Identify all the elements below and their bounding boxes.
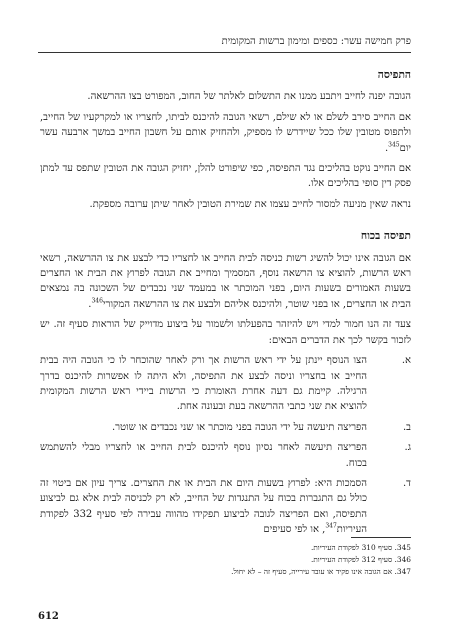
footnote-ref-346[interactable]: 346 [91, 297, 103, 305]
running-header: פרק חמישה עשר: כספים ומימון ברשות המקומית [221, 36, 411, 47]
footnote-345: 345. סעיף 310 לפקודת העיריות. [310, 543, 411, 552]
list-item-text: הפריצה תיעשה לאחר נסיון נוסף להיכנס לבית החייב או לחצריו מבלי להשתמש בכוח. [40, 442, 367, 469]
footnote-rule [351, 537, 411, 538]
page-content [40, 64, 411, 543]
footnote-346: 346. סעיף 312 לפקודת העיריות. [310, 555, 411, 564]
list-item-letter: ב. [403, 421, 411, 433]
list-item [40, 476, 411, 538]
list-item-text-start: הסמכות היא: לפרוץ בשעות היום את הבית או את החצרים. צריך עיון אם ביטוי זה כולל גם התגברות בכוח על התנגדות של החייב, לא רק לכניסה לבית אלא גם לביצוע התפיסה, ואם הפריצה לגובה לביצוע תפקידו מהווה עבירה לפי סעיף 332 לפקודת העיריות [40, 477, 367, 536]
lettered-list [40, 353, 411, 537]
header-rule [38, 52, 411, 53]
list-item-text: הפריצה תיעשה על ידי הגובה בפני מוכתר או שני נכבדים או שוטר. [111, 421, 367, 433]
section-title-seizure: התפיסה [377, 69, 411, 81]
list-item-text [40, 478, 367, 535]
list-item [40, 420, 411, 435]
list-item-letter: א. [401, 355, 411, 367]
list-item-text: הצו הנוסף יינתן על ידי ראש הרשות אך ורק לאחר שהוכחר לו כי הגובה היה בבית החייב או בחצריו וניסה לבצע את התפיסה, ולא היתה לו אפשרות להיכנס בדרך הרגילה. קיימת גם דעה אחרת האומרת כי הרשות ביידי ראש הרשות המקומית להוציא את שני כתבי ההרשאה בעת ובעונה אחת. [40, 355, 367, 413]
footnotes [40, 542, 411, 578]
seizure-paragraph-1: הגובה יפנה לחייב ויתבע ממנו את התשלום לאלתר של החוב, המפורט בצו ההרשאה. [87, 91, 411, 103]
seizure-paragraph-2: אם החייב סירב לשלם או לא שילם, רשאי הגובה להיכנס לביתו, לחצריו או למקרקעיו של החייב, ולתפוס מטובין שלו ככל שיידרש לו מספיק, ולהחזיק אותם על חשבון החייב במשך ארבעה עשר יום$^{345}$. [40, 111, 411, 154]
forced-seizure-paragraph-1-text: אם הגובה אינו יכול להשיג רשות כניסה לבית החייב או לחצריו כדי לבצע את צו ההרשאה, רשאי ראש הרשות, להוציא צו הרשאה נוסף, המסמיך ומחייב את הגובה לפרוץ את הבית או החצרים בשעות האמורים בשעות היום, בפני המוכתר או במעמד שני נכבדים של השכונה בה נמצאים הבית או החצרים, או בפני שוטר, ולהיכנס אליהם ולבצע את צו ההרשאה המקורי [40, 252, 411, 310]
footnote-ref-347[interactable]: 347 [325, 522, 337, 530]
seizure-paragraph-4: נראה שאין מניעה למסור לחייב עצמו את שמירת הטובין לאחר שיתן ערובה מספקת. [89, 198, 411, 210]
list-item-text-end: , או לפי סעיפים [263, 524, 326, 536]
forced-seizure-paragraph-1: אם הגובה אינו יכול להשיג רשות כניסה לבית החייב או לחצריו כדי לבצע את צו ההרשאה, רשאי ראש הרשות, להוציא צו הרשאה נוסף, המסמיך ומחייב את הגובה לפרוץ את הבית או החצרים בשעות האמורים בשעות היום, בפני המוכתר או במעמד שני נכבדים של השכונה בה נמצאים הבית או החצרים, או בפני שוטר, ולהיכנס אליהם ולבצע את צו ההרשאה המקורי$^{346}$. [40, 252, 411, 310]
seizure-paragraph-2-text: אם החייב סירב לשלם או לא שילם, רשאי הגובה להיכנס לביתו, לחצריו או למקרקעיו של החייב, ולתפוס מטובין שלו ככל שיידרש לו מספיק, ולהחזיק אותם על חשבון החייב במשך ארבעה עשר יום [40, 111, 411, 154]
list-item-letter: ג. [404, 442, 411, 454]
footnote-ref-345[interactable]: 345 [388, 141, 400, 149]
list-item [40, 440, 411, 471]
page-number: 612 [38, 611, 59, 622]
seizure-paragraph-3: אם החייב נוקט בהליכים נגד התפיסה, כפי שיפורט להלן, יחזיק הגובה את הטובין שתפס עד למתן פסק דין סופי בהליכים אלו. [40, 163, 411, 190]
forced-seizure-paragraph-2: צעד זה הנו חמור למדי ויש להיזהר בהפעלתו ולשמור על ביצוע מדוייק של הוראות סעיף זה. יש לזכור בקשר לכך את הדברים הבאים: [40, 319, 411, 346]
list-item-letter: ד. [403, 477, 411, 489]
section-gap [40, 217, 411, 225]
list-item [40, 353, 411, 415]
section-title-forced-seizure: תפיסה בכוח [360, 230, 411, 243]
footnote-347: 347. אם הגובה אינו פקיד או עובד עירייה, סעיף זה – לא יחול. [231, 567, 411, 576]
